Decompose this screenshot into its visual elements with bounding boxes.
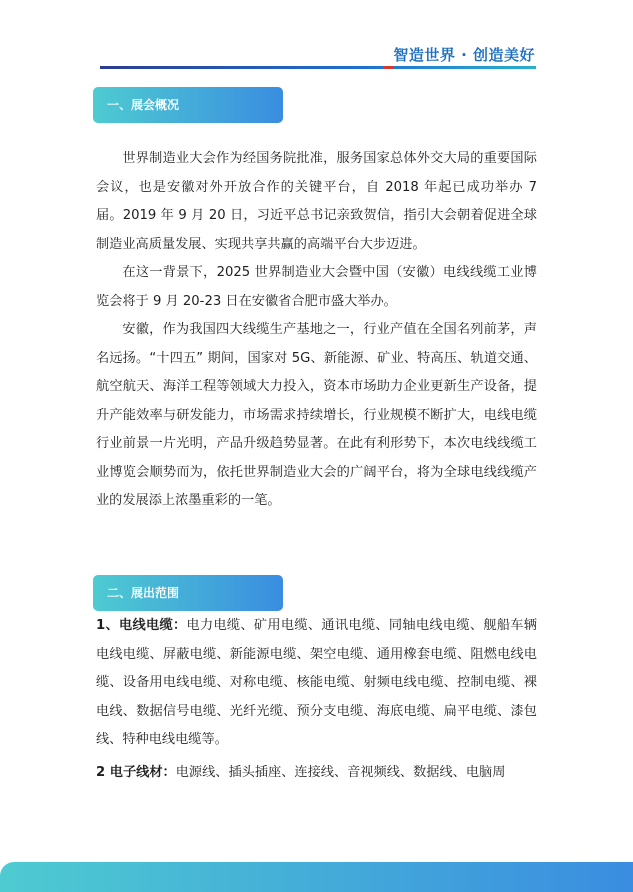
footer-bar xyxy=(0,862,633,892)
overview-body xyxy=(96,145,537,516)
header-divider xyxy=(100,66,536,69)
scope-item-label: 1、电线电缆： xyxy=(96,618,187,633)
section-title-scope: 二、展出范围 xyxy=(93,575,283,611)
overview-paragraph: 世界制造业大会作为经国务院批准，服务国家总体外交大局的重要国际会议，也是安徽对外开放合作的关键平台，自 2018 年起已成功举办 7 届。2019 年 9 月 20 日，习近平总书记亲致贺信，指引大会朝着促进全球制造业高质量发展、实现共享共赢的高端平台大步迈进。 xyxy=(96,151,537,252)
scope-item xyxy=(96,612,537,755)
scope-body xyxy=(96,612,537,787)
section-title-overview: 一、展会概况 xyxy=(93,87,283,123)
scope-item xyxy=(96,759,537,788)
overview-paragraph: 在这一背景下，2025 世界制造业大会暨中国（安徽）电线线缆工业博览会将于 9 月 20-23 日在安徽省合肥市盛大举办。 xyxy=(96,265,537,309)
scope-item-label: 2 电子线材： xyxy=(96,764,176,780)
header-slogan: 智造世界 · 创造美好 xyxy=(393,46,535,64)
scope-item-text: 电源线、插头插座、连接线、音视频线、数据线、电脑周 xyxy=(175,764,506,780)
header-divider-accent xyxy=(384,66,394,69)
scope-item-text: 电力电缆、矿用电缆、通讯电缆、同轴电线电缆、舰船车辆电线电缆、屏蔽电缆、新能源电缆、架空电缆、通用橡套电缆、阻燃电线电缆、设备用电线电缆、对称电缆、核能电缆、射频电线电缆、控制电缆、裸电线、数据信号电缆、光纤光缆、预分支电缆、海底电缆、扁平电缆、漆包线、特种电线电缆等。 xyxy=(96,618,537,747)
overview-paragraph: 安徽，作为我国四大线缆生产基地之一，行业产值在全国名列前茅，声名远扬。“十四五” 期间，国家对 5G、新能源、矿业、特高压、轨道交通、航空航天、海洋工程等领域大力投入，资本市场助力企业更新生产设备，提升产能效率与研发能力，市场需求持续增长，行业规模不断扩大，电线电缆行业前景一片光明，产品升级趋势显著。在此有利形势下，本次电线线缆工业博览会顺势而为，依托世界制造业大会的广阔平台，将为全球电线线缆产业的发展添上浓墨重彩的一笔。 xyxy=(96,322,537,508)
